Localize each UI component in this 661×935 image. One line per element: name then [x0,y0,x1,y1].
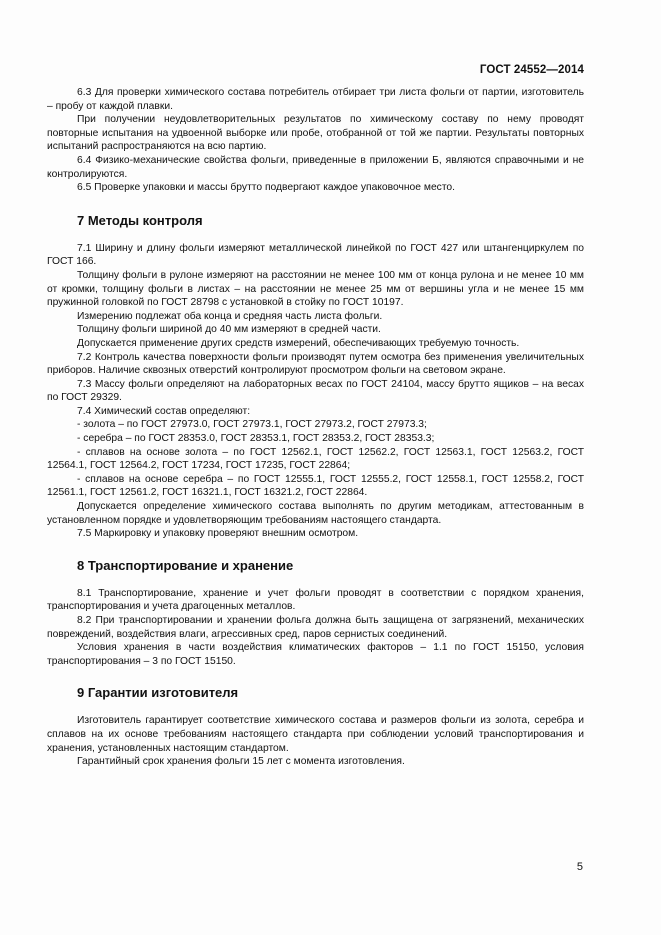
paragraph-7-3: 7.3 Массу фольги определяют на лабораторных весах по ГОСТ 24104, массу брутто ящиков – на весах по ГОСТ 29329. [47,378,584,404]
paragraph-7-4-other-methods: Допускается определение химического состава выполнять по другим методикам, аттестованным в установленном порядке и удовлетворяющим требованиям настоящего стандарта. [47,501,584,526]
document-code-header: ГОСТ 24552—2014 [479,64,584,76]
paragraph-9-guarantee: Изготовитель гарантирует соответствие химического состава и размеров фольги из золота, серебра и сплавов на их основе требованиям настоящего стандарта при соблюдении условий транспортирования и хранения, установленных настоящим стандартом. [47,715,584,754]
paragraph-7-2: 7.2 Контроль качества поверхности фольги производят путем осмотра без применения увеличительных приборов. Наличие сквозных отверстий контролируют просмотром фольги на световом экране. [47,351,584,377]
paragraph-7-5: 7.5 Маркировку и упаковку проверяют внешним осмотром. [77,528,359,540]
paragraph-6-4: 6.4 Физико-механические свойства фольги, приведенные в приложении Б, являются справочными и не контролируются. [47,154,584,180]
section-8-heading: 8 Транспортирование и хранение [77,557,294,573]
page-body [47,86,584,769]
list-item-gold: - золота – по ГОСТ 27973.0, ГОСТ 27973.1, ГОСТ 27973.2, ГОСТ 27973.3; [77,419,427,431]
paragraph-8-2-conditions: Условия хранения в части воздействия климатических факторов – 1.1 по ГОСТ 15150, условия транспортирования – 3 по ГОСТ 15150. [47,642,584,667]
page-number: 5 [576,861,583,873]
list-item-silver-alloys: - сплавов на основе серебра – по ГОСТ 12555.1, ГОСТ 12555.2, ГОСТ 12558.1, ГОСТ 12558.2, ГОСТ 12561.1, ГОСТ 12561.2, ГОСТ 16321.1, ГОСТ 16321.2, ГОСТ 22864. [47,473,584,499]
paragraph-7-1-narrow: Толщину фольги шириной до 40 мм измеряют в средней части. [77,324,381,336]
paragraph-7-1-thickness: Толщину фольги в рулоне измеряют на расстоянии не менее 100 мм от конца рулона и не менее 10 мм от кромки, толщину фольги в листах – на расстоянии не менее 25 мм от вершины угла и не менее 15 мм пружинной головкой по ГОСТ 28798 с установкой в стойку по ГОСТ 10197. [47,269,584,309]
list-item-gold-alloys: - сплавов на основе золота – по ГОСТ 12562.1, ГОСТ 12562.2, ГОСТ 12563.1, ГОСТ 12563.2, ГОСТ 12564.1, ГОСТ 12564.2, ГОСТ 17234, ГОСТ 17235, ГОСТ 22864; [47,446,584,472]
section-9-heading: 9 Гарантии изготовителя [77,685,239,701]
paragraph-6-3: 6.3 Для проверки химического состава потребитель отбирает три листа фольги от партии, изготовитель – пробу от каждой плавки. [47,87,584,112]
paragraph-7-1-measure-ends: Измерению подлежат оба конца и средняя часть листа фольги. [77,310,383,322]
paragraph-6-3-retest: При получении неудовлетворительных результатов по химическому составу по нему проводят повторные испытания на удвоенной выборке или пробе, отобранной от той же партии. Результаты повторных испытаний распространяются на всю партию. [47,114,584,153]
section-7-heading: 7 Методы контроля [77,212,203,228]
paragraph-8-1: 8.1 Транспортирование, хранение и учет фольги проводят в соответствии с порядком хранения, транспортирования и учета драгоценных металлов. [47,587,584,613]
paragraph-7-1-other-tools: Допускается применение других средств измерений, обеспечивающих требуемую точность. [77,337,520,349]
paragraph-9-shelf-life: Гарантийный срок хранения фольги 15 лет с момента изготовления. [77,756,405,768]
paragraph-6-5: 6.5 Проверке упаковки и массы брутто подвергают каждое упаковочное место. [77,182,456,194]
paragraph-8-2: 8.2 При транспортировании и хранении фольга должна быть защищена от загрязнений, механических повреждений, воздействия влаги, агрессивных сред, паров сернистых соединений. [47,615,584,640]
paragraph-7-4: 7.4 Химический состав определяют: [77,405,251,417]
list-item-silver: - серебра – по ГОСТ 28353.0, ГОСТ 28353.1, ГОСТ 28353.2, ГОСТ 28353.3; [77,433,435,445]
paragraph-7-1: 7.1 Ширину и длину фольги измеряют металлической линейкой по ГОСТ 427 или штангенциркулем по ГОСТ 166. [47,242,584,268]
